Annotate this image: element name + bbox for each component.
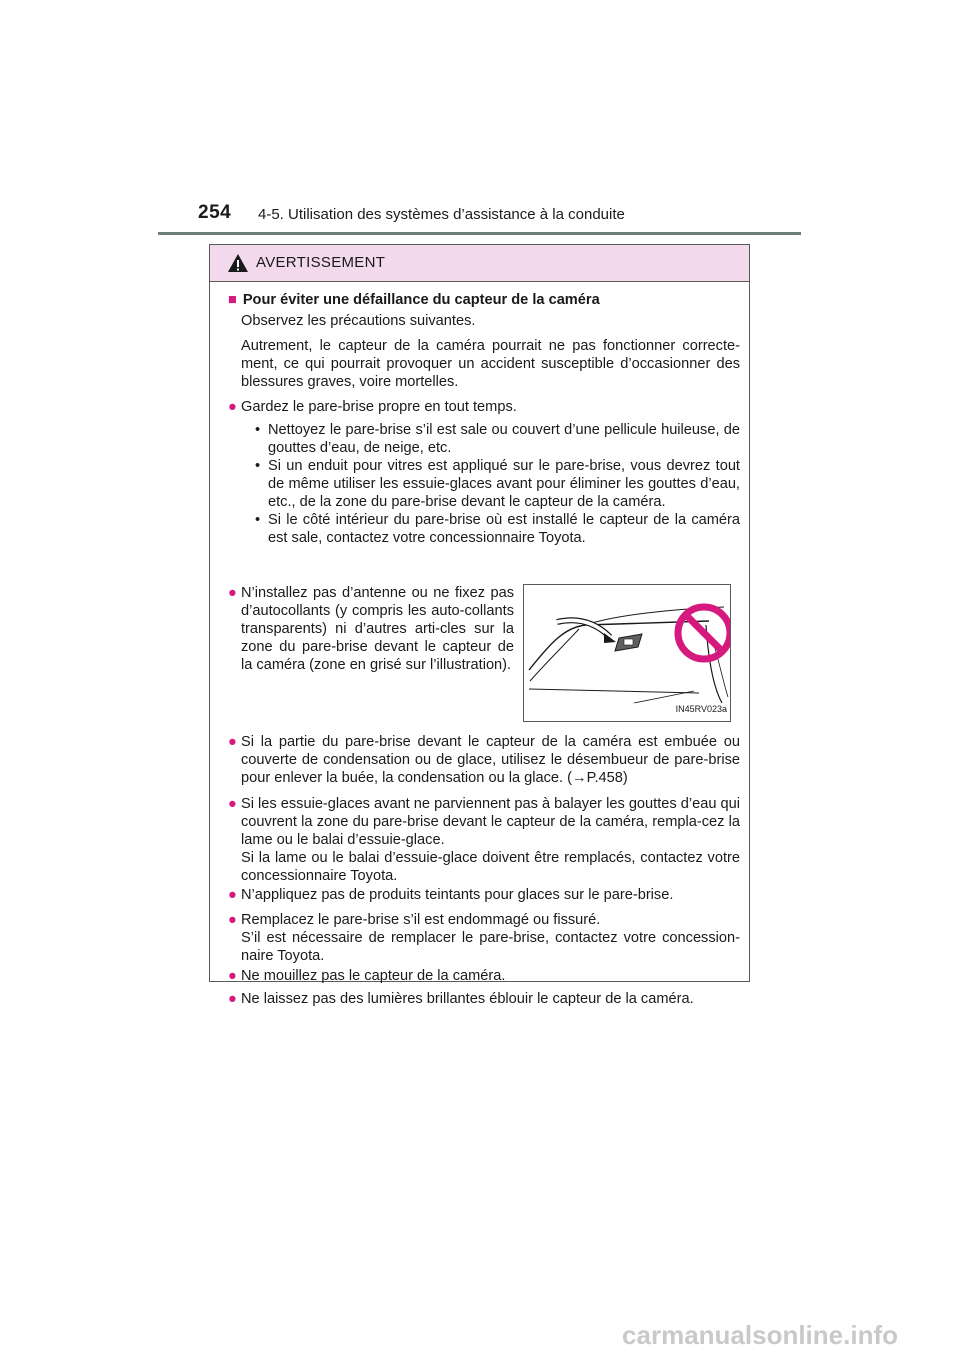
list-item xyxy=(228,733,740,787)
square-bullet-icon: ■ xyxy=(228,292,237,308)
list-item xyxy=(228,584,514,674)
sub-list xyxy=(255,421,740,547)
warning-box xyxy=(209,244,750,1007)
list-item xyxy=(228,990,740,1008)
list-item xyxy=(228,911,740,965)
page-number: 254 xyxy=(198,202,232,223)
list-item xyxy=(228,795,740,885)
section-title: 4-5. Utilisation des systèmes d’assistance à la conduite xyxy=(258,206,625,223)
sub-list-item: • Nettoyez le pare-brise s’il est sale ou couvert d’une pellicule huileuse, de gouttes d’eau, de neige, etc. xyxy=(255,422,740,456)
warning-heading-text: Pour éviter une défaillance du capteur de la caméra xyxy=(242,292,600,308)
circle-bullet-icon: ● xyxy=(228,734,237,750)
list-item-text: Ne laissez pas des lumières brillantes éblouir le capteur de la caméra. xyxy=(241,991,694,1007)
list-item-text: Si la partie du pare-brise devant le capteur de la caméra est embuée ou couverte de condensation ou de glace, utilisez le désembueur de pare-brise pour enlever la buée, la condensation ou la glace. (→P.458) xyxy=(241,734,740,786)
list-item-text: Ne mouillez pas le capteur de la caméra. xyxy=(241,968,506,984)
circle-bullet-icon: ● xyxy=(228,991,237,1007)
list-item-text: Remplacez le pare-brise s’il est endommagé ou fissuré. xyxy=(241,912,601,928)
circle-bullet-icon: ● xyxy=(228,585,237,601)
list-item xyxy=(228,967,740,985)
sub-list-item: • Si un enduit pour vitres est appliqué sur le pare-brise, vous devrez tout de même utiliser les essuie-glaces avant pour éliminer les gouttes d’eau, etc., de la zone du pare-brise devant le capteur de la caméra. xyxy=(255,458,740,510)
list-item xyxy=(228,886,740,904)
circle-bullet-icon: ● xyxy=(228,912,237,928)
sub-list-item-text: Si le côté intérieur du pare-brise où est installé le capteur de la caméra est sale, contactez votre concessionnaire Toyota. xyxy=(268,512,740,546)
circle-bullet-icon: ● xyxy=(228,796,237,812)
circle-bullet-icon: ● xyxy=(228,887,237,903)
circle-bullet-icon: ● xyxy=(228,399,237,415)
list-item-text: Si les essuie-glaces avant ne parviennent pas à balayer les gouttes d’eau qui couvrent la zone du pare-brise devant le capteur de la caméra, rempla-cez la lame ou le balai d’essuie-glace. xyxy=(241,796,740,848)
intro-consequence-text: Autrement, le capteur de la caméra pourrait ne pas fonctionner correcte-ment, ce qui pourrait provoquer un accident susceptible d’occasionner des blessures graves, voire mortelles. xyxy=(241,338,740,390)
illustration-code: IN45RV023a xyxy=(675,704,727,714)
windshield-illustration xyxy=(523,584,731,722)
svg-text:carmanualsonline.info: carmanualsonline.info xyxy=(622,1320,898,1350)
list-item-text: N’installez pas d’antenne ou ne fixez pas d’autocollants (y compris les auto-collants transparents) ni d’autres arti-cles sur la zone du pare-brise devant le capteur de la caméra (zone en grisé sur l’illustration). xyxy=(241,585,514,673)
warning-triangle-icon xyxy=(227,253,249,273)
circle-bullet-icon: ● xyxy=(228,968,237,984)
header-rule xyxy=(158,232,801,235)
list-item-text: Gardez le pare-brise propre en tout temps. xyxy=(241,399,517,415)
watermark-logo xyxy=(0,1310,960,1358)
list-item-text: S’il est nécessaire de remplacer le pare-brise, contactez votre concession-naire Toyota. xyxy=(241,930,740,964)
warning-header xyxy=(210,245,749,282)
sub-list-item-text: Nettoyez le pare-brise s’il est sale ou couvert d’une pellicule huileuse, de gouttes d’eau, de neige, etc. xyxy=(268,422,740,456)
sub-list-item-text: Si un enduit pour vitres est appliqué sur le pare-brise, vous devrez tout de même utiliser les essuie-glaces avant pour éliminer les gouttes d’eau, etc., de la zone du pare-brise devant le capteur de la caméra. xyxy=(268,458,740,510)
intro-text: Observez les précautions suivantes. xyxy=(241,313,476,329)
list-item-text: N’appliquez pas de produits teintants pour glaces sur le pare-brise. xyxy=(241,887,674,903)
warning-heading xyxy=(228,291,600,309)
list-item-text: Si la lame ou le balai d’essuie-glace doivent être remplacés, contactez votre concessionnaire Toyota. xyxy=(241,850,740,884)
sub-list-item: • Si le côté intérieur du pare-brise où est installé le capteur de la caméra est sale, contactez votre concessionnaire Toyota. xyxy=(255,512,740,546)
page-header xyxy=(0,0,960,240)
list-item xyxy=(228,398,740,416)
warning-title: AVERTISSEMENT xyxy=(256,254,386,271)
